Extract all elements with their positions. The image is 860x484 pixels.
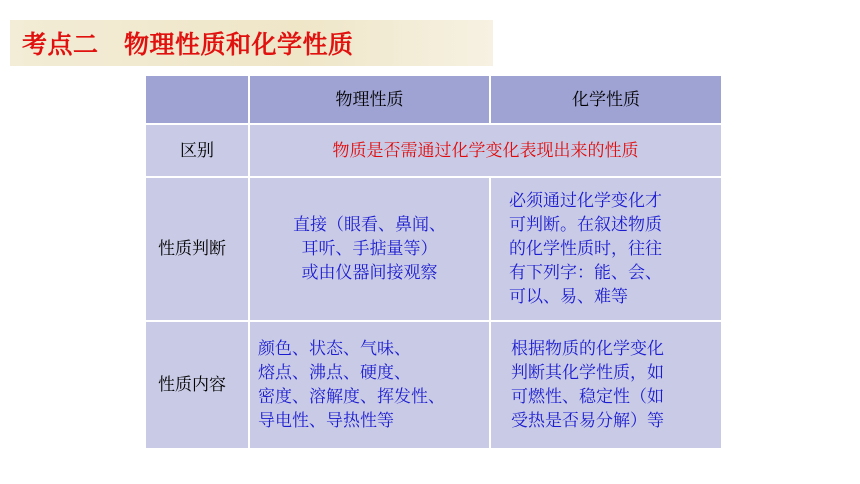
difference-label-cell xyxy=(145,124,249,177)
table-row-difference xyxy=(145,124,722,177)
content-physical-cell xyxy=(249,321,490,449)
content-physical-line: 熔点、沸点、硬度、 xyxy=(258,363,411,383)
slide-title: 考点二 物理性质和化学性质 xyxy=(22,30,354,59)
judgement-physical-line: 或由仪器间接观察 xyxy=(301,263,438,283)
content-chemical-text xyxy=(491,337,721,433)
judgement-chemical-line: 的化学性质时，往往 xyxy=(509,239,662,259)
judgement-chemical-line: 可判断。在叙述物质 xyxy=(509,215,662,235)
content-physical-line: 颜色、状态、气味、 xyxy=(258,339,411,359)
content-physical-text xyxy=(250,337,489,433)
judgement-label: 性质判断 xyxy=(158,239,226,259)
difference-label: 区别 xyxy=(180,140,214,161)
judgement-chemical-cell xyxy=(490,177,722,321)
comparison-table xyxy=(144,74,723,450)
content-physical-line: 导电性、导热性等 xyxy=(258,411,394,431)
content-chemical-line: 根据物质的化学变化 xyxy=(511,339,664,359)
header-chemical-cell xyxy=(490,75,722,124)
content-chemical-line: 可燃性、稳定性（如 xyxy=(511,387,664,407)
judgement-physical-text xyxy=(250,213,489,285)
header-chemical-label: 化学性质 xyxy=(572,89,640,110)
table-row-content xyxy=(145,321,722,449)
judgement-label-cell xyxy=(145,177,249,321)
difference-text-cell xyxy=(249,124,722,177)
judgement-physical-cell xyxy=(249,177,490,321)
judgement-chemical-text xyxy=(491,189,721,309)
header-physical-cell xyxy=(249,75,490,124)
title-bar xyxy=(10,20,493,66)
judgement-chemical-line: 有下列字：能、会、 xyxy=(509,263,662,283)
content-chemical-cell xyxy=(490,321,722,449)
header-corner-cell xyxy=(145,75,249,124)
judgement-physical-line: 直接（眼看、鼻闻、 xyxy=(293,215,446,235)
content-chemical-line: 受热是否易分解）等 xyxy=(511,411,664,431)
content-chemical-line: 判断其化学性质，如 xyxy=(511,363,664,383)
content-label-cell xyxy=(145,321,249,449)
judgement-chemical-line: 可以、易、难等 xyxy=(509,287,628,307)
table-row-judgement xyxy=(145,177,722,321)
table-header-row xyxy=(145,75,722,124)
content-label: 性质内容 xyxy=(158,375,226,395)
difference-text: 物质是否需通过化学变化表现出来的性质 xyxy=(332,140,639,161)
judgement-physical-line: 耳听、手掂量等） xyxy=(301,239,438,259)
content-physical-line: 密度、溶解度、挥发性、 xyxy=(258,387,445,407)
judgement-chemical-line: 必须通过化学变化才 xyxy=(509,191,662,211)
header-physical-label: 物理性质 xyxy=(335,89,404,110)
